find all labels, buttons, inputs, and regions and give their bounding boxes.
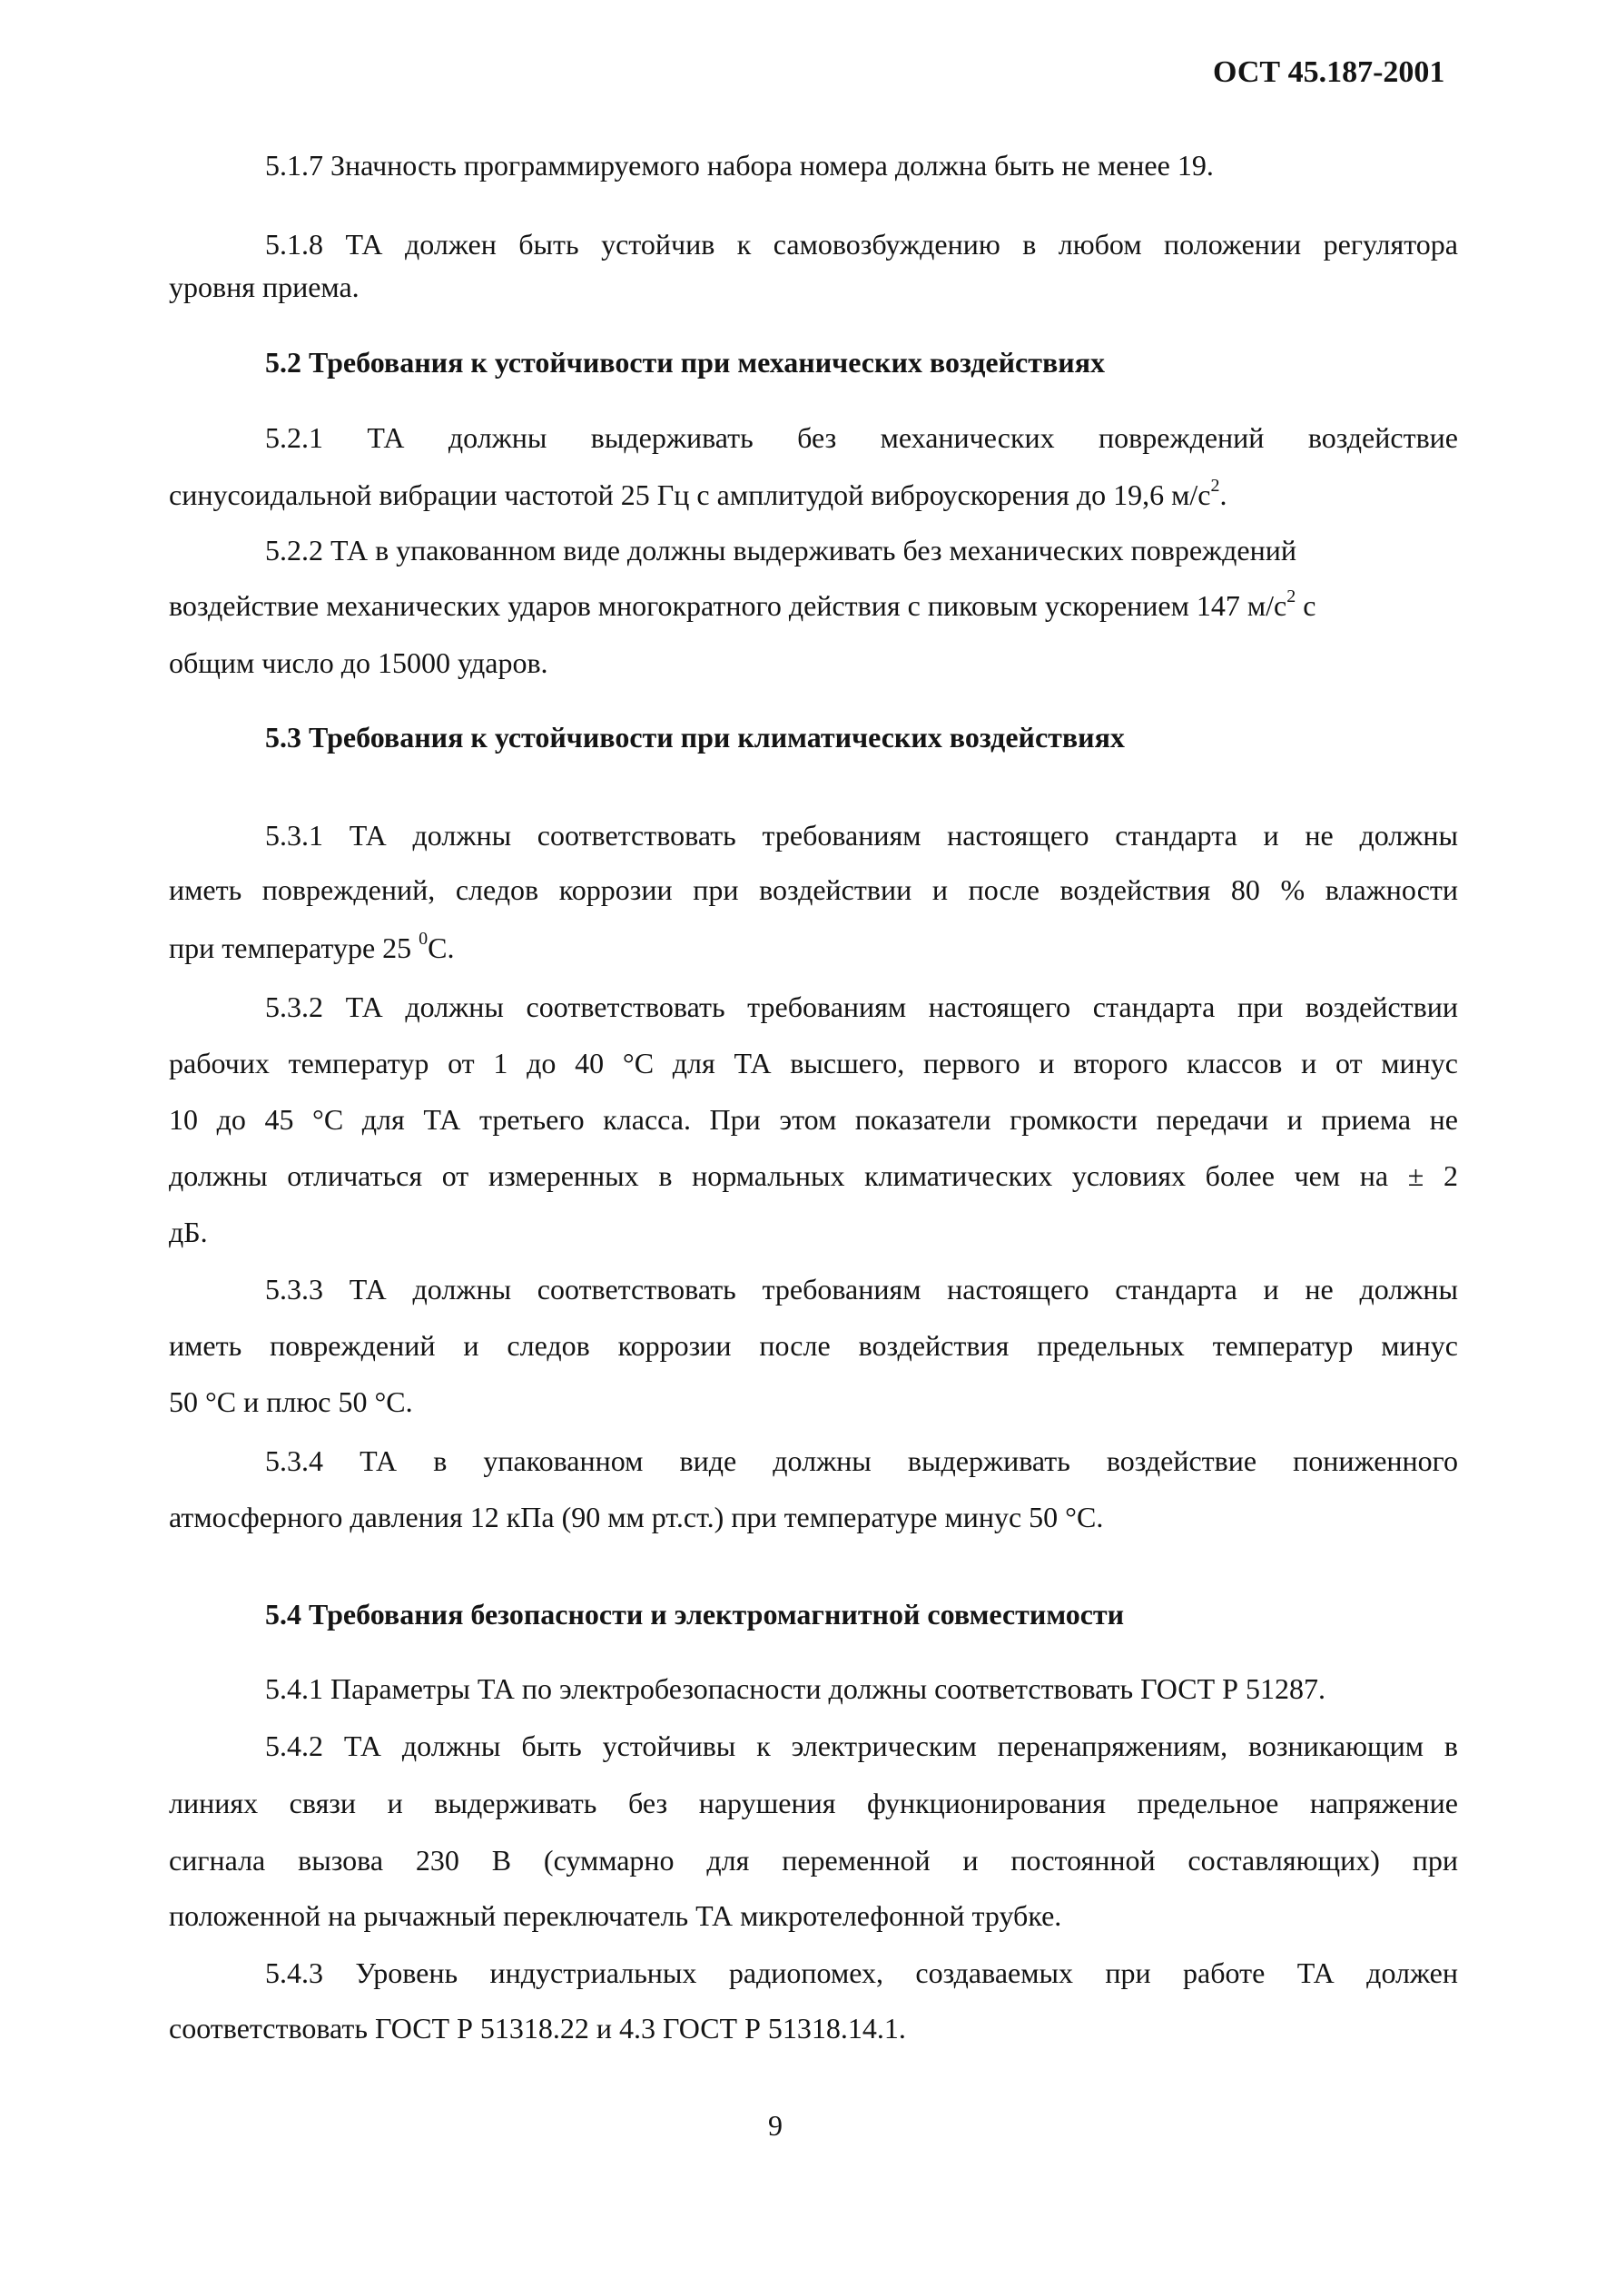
clause-5-3-1-line-3: при температуре 25 $^0$С. bbox=[169, 929, 455, 964]
clause-5-3-4-line-1: 5.3.4 ТА в упакованном виде должны выдерживать воздействие пониженного bbox=[265, 1444, 1458, 1477]
clause-5-3-1-line-1: 5.3.1 ТА должны соответствовать требованиям настоящего стандарта и не должны bbox=[265, 819, 1458, 852]
clause-5-3-2-line-4: должны отличаться от измеренных в нормальных климатических условиях более чем на ± 2 bbox=[169, 1159, 1458, 1192]
clause-5-4-1: 5.4.1 Параметры ТА по электробезопасности должны соответствовать ГОСТ Р 51287. bbox=[265, 1672, 1325, 1705]
clause-5-2-2-line-1: 5.2.2 ТА в упакованном виде должны выдерживать без механических повреждений bbox=[265, 534, 1296, 567]
clause-5-4-2-line-4: положенной на рычажный переключатель ТА микротелефонной трубке. bbox=[169, 1899, 1062, 1932]
clause-5-4-2-line-1: 5.4.2 ТА должны быть устойчивы к электрическим перенапряжениям, возникающим в bbox=[265, 1729, 1458, 1762]
clause-5-3-3-line-2: иметь повреждений и следов коррозии после воздействия предельных температур минус bbox=[169, 1329, 1458, 1362]
clause-5-3-4-line-2: атмосферного давления 12 кПа (90 мм рт.ст.) при температуре минус 50 °С. bbox=[169, 1501, 1104, 1533]
section-5-3-heading: 5.3 Требования к устойчивости при климатических воздействиях bbox=[265, 721, 1125, 754]
clause-5-4-2-line-3: сигнала вызова 230 В (суммарно для переменной и постоянной составляющих) при bbox=[169, 1844, 1458, 1877]
page-number: 9 bbox=[768, 2109, 783, 2142]
clause-5-3-2-line-5: дБ. bbox=[169, 1216, 208, 1248]
clause-5-2-2-line-3: общим число до 15000 ударов. bbox=[169, 646, 548, 679]
clause-5-1-8-line-2: уровня приема. bbox=[169, 271, 360, 303]
clause-5-3-1-line-2: иметь повреждений, следов коррозии при воздействии и после воздействия 80 % влажности bbox=[169, 873, 1458, 906]
clause-5-3-2-line-3: 10 до 45 °С для ТА третьего класса. При этом показатели громкости передачи и приема не bbox=[169, 1103, 1458, 1136]
clause-5-1-7: 5.1.7 Значность программируемого набора номера должна быть не менее 19. bbox=[265, 149, 1214, 182]
section-5-2-heading: 5.2 Требования к устойчивости при механических воздействиях bbox=[265, 346, 1105, 379]
document-code-header: ОСТ 45.187-2001 bbox=[1213, 55, 1445, 89]
clause-5-4-3-line-2: соответствовать ГОСТ Р 51318.22 и 4.3 ГОСТ Р 51318.14.1. bbox=[169, 2012, 906, 2045]
clause-5-2-1-line-1: 5.2.1 ТА должны выдерживать без механических повреждений воздействие bbox=[265, 421, 1458, 454]
clause-5-1-8-line-1: 5.1.8 ТА должен быть устойчив к самовозбуждению в любом положении регулятора bbox=[265, 228, 1458, 261]
section-5-4-heading: 5.4 Требования безопасности и электромагнитной совместимости bbox=[265, 1598, 1125, 1631]
clause-5-2-1-line-2: синусоидальной вибрации частотой 25 Гц с амплитудой виброускорения до 19,6 $м/с^2$. bbox=[169, 476, 1227, 511]
clause-5-3-3-line-3: 50 °С и плюс 50 °С. bbox=[169, 1385, 413, 1418]
clause-5-3-3-line-1: 5.3.3 ТА должны соответствовать требованиям настоящего стандарта и не должны bbox=[265, 1273, 1458, 1306]
clause-5-4-3-line-1: 5.4.3 Уровень индустриальных радиопомех, создаваемых при работе ТА должен bbox=[265, 1956, 1458, 1989]
clause-5-2-2-line-2: воздействие механических ударов многократного действия с пиковым ускорением 147 $м/с^2$ с bbox=[169, 586, 1316, 622]
clause-5-3-2-line-1: 5.3.2 ТА должны соответствовать требованиям настоящего стандарта при воздействии bbox=[265, 990, 1458, 1023]
clause-5-4-2-line-2: линиях связи и выдерживать без нарушения функционирования предельное напряжение bbox=[169, 1787, 1458, 1819]
clause-5-3-2-line-2: рабочих температур от 1 до 40 °С для ТА высшего, первого и второго классов и от минус bbox=[169, 1047, 1458, 1079]
